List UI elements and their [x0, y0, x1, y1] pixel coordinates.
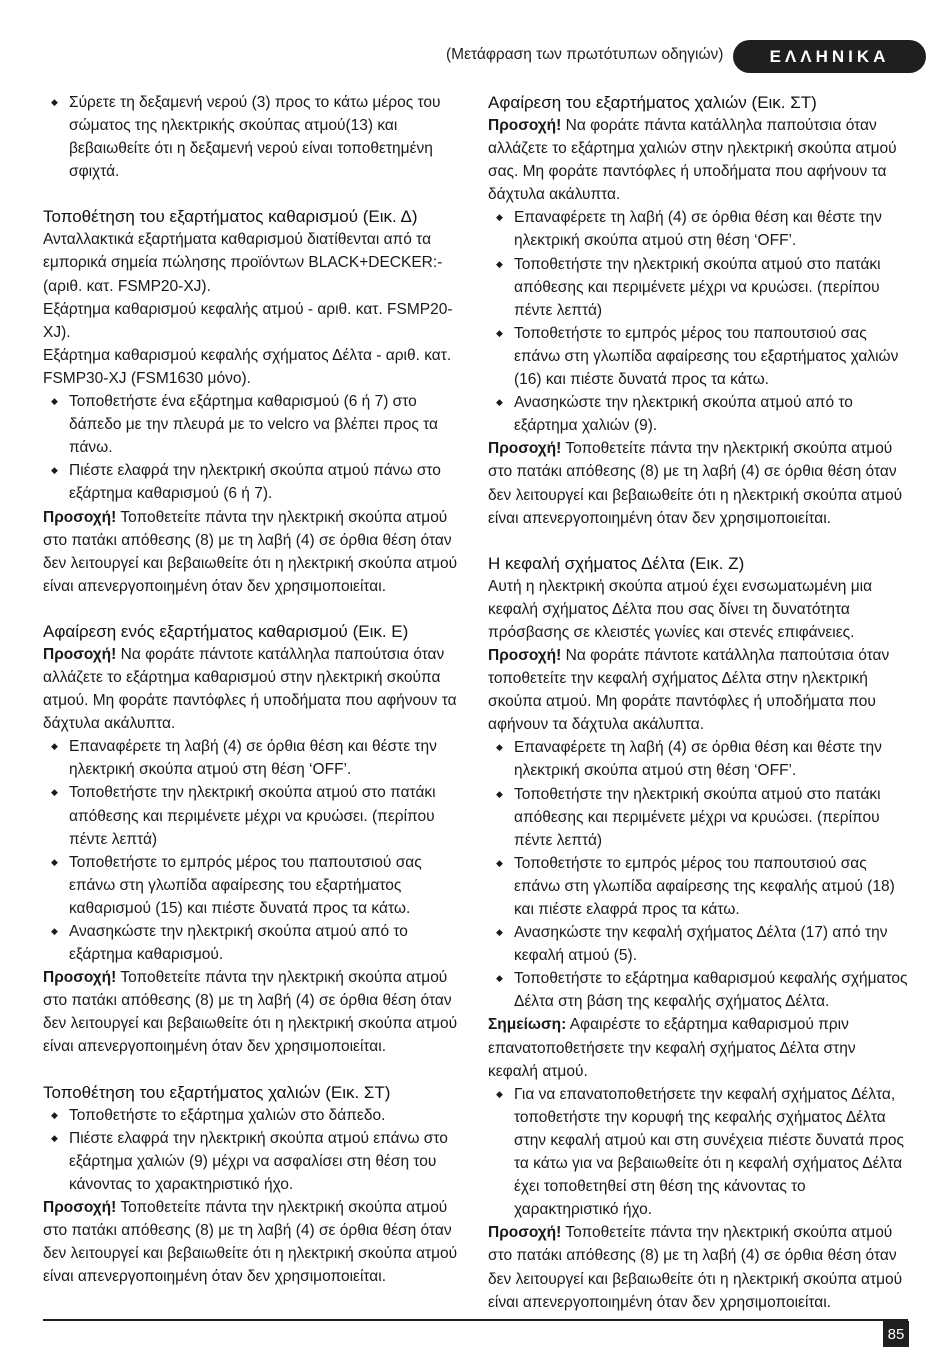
bullet-item: ◆ Πιέστε ελαφρά την ηλεκτρική σκούπα ατμού πάνω στο εξάρτημα καθαρισμού (6 ή 7). [43, 459, 458, 505]
bullet-item: ◆ Τοποθετήστε την ηλεκτρική σκούπα ατμού στο πατάκι απόθεσης και περιμένετε μέχρι να κρυώσει. (περίπου πέντε λεπτά) [488, 253, 908, 322]
warning-text: Να φοράτε πάντα κατάλληλα παπούτσια όταν αλλάζετε το εξάρτημα χαλιών στην ηλεκτρική σκούπα ατμού σας. Μη φοράτε παντόφλες ή υποδήματα που αφήνουν τα δάχτυλα ακάλυπτα. [488, 117, 897, 204]
paragraph: Εξάρτημα καθαρισμού κεφαλής σχήματος Δέλτα - αριθ. κατ. FSMP30-XJ (FSM1630 μόνο). [43, 346, 452, 387]
warning-label: Προσοχή! [43, 1198, 117, 1216]
warning-label: Προσοχή! [43, 645, 117, 663]
warning-text: Να φοράτε πάντοτε κατάλληλα παπούτσια όταν αλλάζετε το εξάρτημα καθαρισμού στην ηλεκτρική σκούπα ατμού. Μη φοράτε παντόφλες ή υποδήματα που αφήνουν τα δάχτυλα ακάλυπτα. [43, 645, 457, 733]
note-label: Σημείωση: [488, 1016, 567, 1034]
bullet-item: ◆ Ανασηκώστε την ηλεκτρική σκούπα ατμού από το εξάρτημα χαλιών (9). [488, 391, 908, 437]
bullet-item: ◆ Για να επανατοποθετήσετε την κεφαλή σχήματος Δέλτα, τοποθετήστε την κορυφή της κεφαλής σχήματος Δέλτα στην κεφαλή ατμού και στη συνέχεια πιέστε δυνατά προς τα κάτω για να βεβαιωθείτε ότι η κεφαλή σχήματος Δέλτα έχει τοποθετηθεί στη θέση της κάνοντας το χαρακτηριστικό ήχο. [488, 1083, 908, 1222]
warning-paragraph [488, 644, 908, 736]
warning-text: Τοποθετείτε πάντα την ηλεκτρική σκούπα ατμού στο πατάκι απόθεσης (8) με τη λαβή (4) σε όρθια θέση όταν δεν λειτουργεί και βεβαιωθείτε ότι η ηλεκτρική σκούπα ατμού είναι απενεργοποιημένη όταν δεν χρησιμοποιείται. [43, 508, 458, 595]
warning-text: Τοποθετείτε πάντα την ηλεκτρική σκούπα ατμού στο πατάκι απόθεσης (8) με τη λαβή (4) σε όρθια θέση όταν δεν λειτουργεί και βεβαιωθείτε ότι η ηλεκτρική σκούπα ατμού είναι απενεργοποιημένη όταν δεν χρησιμοποιείται. [43, 969, 458, 1056]
bullet-item: ◆ Τοποθετήστε την ηλεκτρική σκούπα ατμού στο πατάκι απόθεσης και περιμένετε μέχρι να κρυώσει. (περίπου πέντε λεπτά) [488, 783, 908, 852]
footer-rule [43, 1319, 908, 1321]
section-title-delta-head: Η κεφαλή σχήματος Δέλτα (Εικ. Ζ) [488, 553, 745, 573]
warning-text: Τοποθετείτε πάντα την ηλεκτρική σκούπα ατμού στο πατάκι απόθεσης (8) με τη λαβή (4) σε όρθια θέση όταν δεν λειτουργεί και βεβαιωθείτε ότι η ηλεκτρική σκούπα ατμού είναι απενεργοποιημένη όταν δεν χρησιμοποιείται. [488, 440, 903, 527]
bullet-item: ◆ Επαναφέρετε τη λαβή (4) σε όρθια θέση και θέστε την ηλεκτρική σκούπα ατμού στη θέση ‘OFF’. [43, 735, 458, 781]
paragraph: Αυτή η ηλεκτρική σκούπα ατμού έχει ενσωματωμένη μια κεφαλή σχήματος Δέλτα που σας δίνει τη δυνατότητα πρόσβασης σε κλειστές γωνίες και στενές επιφάνειες. [488, 577, 873, 641]
note-text: Αφαιρέστε το εξάρτημα καθαρισμού πριν επανατοποθετήσετε την κεφαλή σχήματος Δέλτα στην κεφαλή ατμού. [488, 1016, 856, 1080]
warning-paragraph [43, 1196, 458, 1288]
bullet-item: ◆ Τοποθετήστε το εξάρτημα καθαρισμού κεφαλής σχήματος Δέλτα στη βάση της κεφαλής σχήματος Δέλτα. [488, 967, 908, 1013]
bullet-item: ◆ Ανασηκώστε την κεφαλή σχήματος Δέλτα (17) από την κεφαλή ατμού (5). [488, 921, 908, 967]
section-title-remove-carpet-glider: Αφαίρεση του εξαρτήματος χαλιών (Εικ. ΣΤ) [488, 93, 817, 112]
spacer [43, 598, 458, 620]
warning-paragraph [43, 643, 458, 735]
header-subtitle: (Μετάφραση των πρωτότυπων οδηγιών) [446, 46, 724, 63]
warning-label: Προσοχή! [43, 969, 117, 987]
warning-paragraph [488, 437, 908, 529]
warning-label: Προσοχή! [488, 646, 562, 664]
bullet-item: ◆ Τοποθετήστε το εμπρός μέρος του παπουτσιού σας επάνω στη γλωπίδα αφαίρεσης του εξαρτήματος χαλιών (16) και πιέστε δυνατά προς τα κάτω. [488, 322, 908, 391]
page-number: 85 [883, 1321, 909, 1347]
spacer [43, 1059, 458, 1081]
bullet-item: ◆ Επαναφέρετε τη λαβή (4) σε όρθια θέση και θέστε την ηλεκτρική σκούπα ατμού στη θέση ‘OFF’. [488, 736, 908, 782]
paragraph: Ανταλλακτικά εξαρτήματα καθαρισμού διατίθενται από τα εμπορικά σημεία πώλησης προϊόντων BLACK+DECKER:- (αριθ. κατ. FSMP20-XJ). [43, 231, 443, 295]
bullet-item: ◆ Τοποθετήστε την ηλεκτρική σκούπα ατμού στο πατάκι απόθεσης και περιμένετε μέχρι να κρυώσει. (περίπου πέντε λεπτά) [43, 781, 458, 850]
left-column [43, 91, 458, 1288]
spacer [43, 183, 458, 205]
bullet-item: ◆ Τοποθετήστε το εμπρός μέρος του παπουτσιού σας επάνω στη γλωπίδα αφαίρεσης του εξαρτήματος καθαρισμού (15) και πιέστε δυνατά προς τα κάτω. [43, 851, 458, 920]
paragraph: Εξάρτημα καθαρισμού κεφαλής ατμού - αριθ. κατ. FSMP20-XJ). [43, 300, 453, 341]
spacer [488, 530, 908, 552]
language-badge: ΕΛΛΗΝΙΚΑ [733, 40, 926, 73]
warning-label: Προσοχή! [43, 508, 117, 526]
bullet-item: ◆ Σύρετε τη δεξαμενή νερού (3) προς το κάτω μέρος του σώματος της ηλεκτρικής σκούπας ατμού(13) και βεβαιωθείτε ότι η δεξαμενή νερού είναι τοποθετημένη σφιχτά. [43, 91, 458, 183]
bullet-item: ◆ Τοποθετήστε ένα εξάρτημα καθαρισμού (6 ή 7) στο δάπεδο με την πλευρά με το velcro να βλέπει προς τα πάνω. [43, 390, 458, 459]
warning-label: Προσοχή! [488, 1224, 562, 1242]
bullet-item: ◆ Επαναφέρετε τη λαβή (4) σε όρθια θέση και θέστε την ηλεκτρική σκούπα ατμού στη θέση ‘OFF’. [488, 206, 908, 252]
warning-text: Να φοράτε πάντοτε κατάλληλα παπούτσια όταν τοποθετείτε την κεφαλή σχήματος Δέλτα στην ηλεκτρική σκούπα ατμού. Μη φοράτε παντόφλες ή υποδήματα που αφήνουν τα δάχτυλα ακάλυπτα. [488, 646, 890, 734]
warning-text: Τοποθετείτε πάντα την ηλεκτρική σκούπα ατμού στο πατάκι απόθεσης (8) με τη λαβή (4) σε όρθια θέση όταν δεν λειτουργεί και βεβαιωθείτε ότι η ηλεκτρική σκούπα ατμού είναι απενεργοποιημένη όταν δεν χρησιμοποιείται. [43, 1198, 458, 1286]
warning-label: Προσοχή! [488, 117, 562, 134]
section-title-fit-carpet-glider: Τοποθέτηση του εξαρτήματος χαλιών (Εικ. ΣΤ) [43, 1082, 391, 1102]
bullet-item: ◆ Τοποθετήστε το εξάρτημα χαλιών στο δάπεδο. [43, 1104, 458, 1127]
bullet-item: ◆ Πιέστε ελαφρά την ηλεκτρική σκούπα ατμού επάνω στο εξάρτημα χαλιών (9) μέχρι να ασφαλίσει στη θέση του κάνοντας το χαρακτηριστικό ήχο. [43, 1127, 458, 1196]
section-title-remove-cleaning-pad: Αφαίρεση ενός εξαρτήματος καθαρισμού (Εικ. Ε) [43, 621, 409, 641]
warning-label: Προσοχή! [488, 440, 562, 458]
warning-paragraph [488, 1221, 908, 1313]
warning-paragraph [488, 114, 908, 206]
section-title-fit-cleaning-pad: Τοποθέτηση του εξαρτήματος καθαρισμού (Εικ. Δ) [43, 207, 418, 227]
warning-paragraph [43, 966, 458, 1058]
bullet-item: ◆ Ανασηκώστε την ηλεκτρική σκούπα ατμού από το εξάρτημα καθαρισμού. [43, 920, 458, 966]
warning-text: Τοποθετείτε πάντα την ηλεκτρική σκούπα ατμού στο πατάκι απόθεσης (8) με τη λαβή (4) σε όρθια θέση όταν δεν λειτουργεί και βεβαιωθείτε ότι η ηλεκτρική σκούπα ατμού είναι απενεργοποιημένη όταν δεν χρησιμοποιείται. [488, 1224, 903, 1311]
bullet-item: ◆ Τοποθετήστε το εμπρός μέρος του παπουτσιού σας επάνω στη γλωπίδα αφαίρεσης της κεφαλής ατμού (18) και πιέστε ελαφρά προς τα κάτω. [488, 852, 908, 921]
note-paragraph [488, 1013, 908, 1082]
warning-paragraph [43, 506, 458, 598]
right-column [488, 91, 908, 1314]
